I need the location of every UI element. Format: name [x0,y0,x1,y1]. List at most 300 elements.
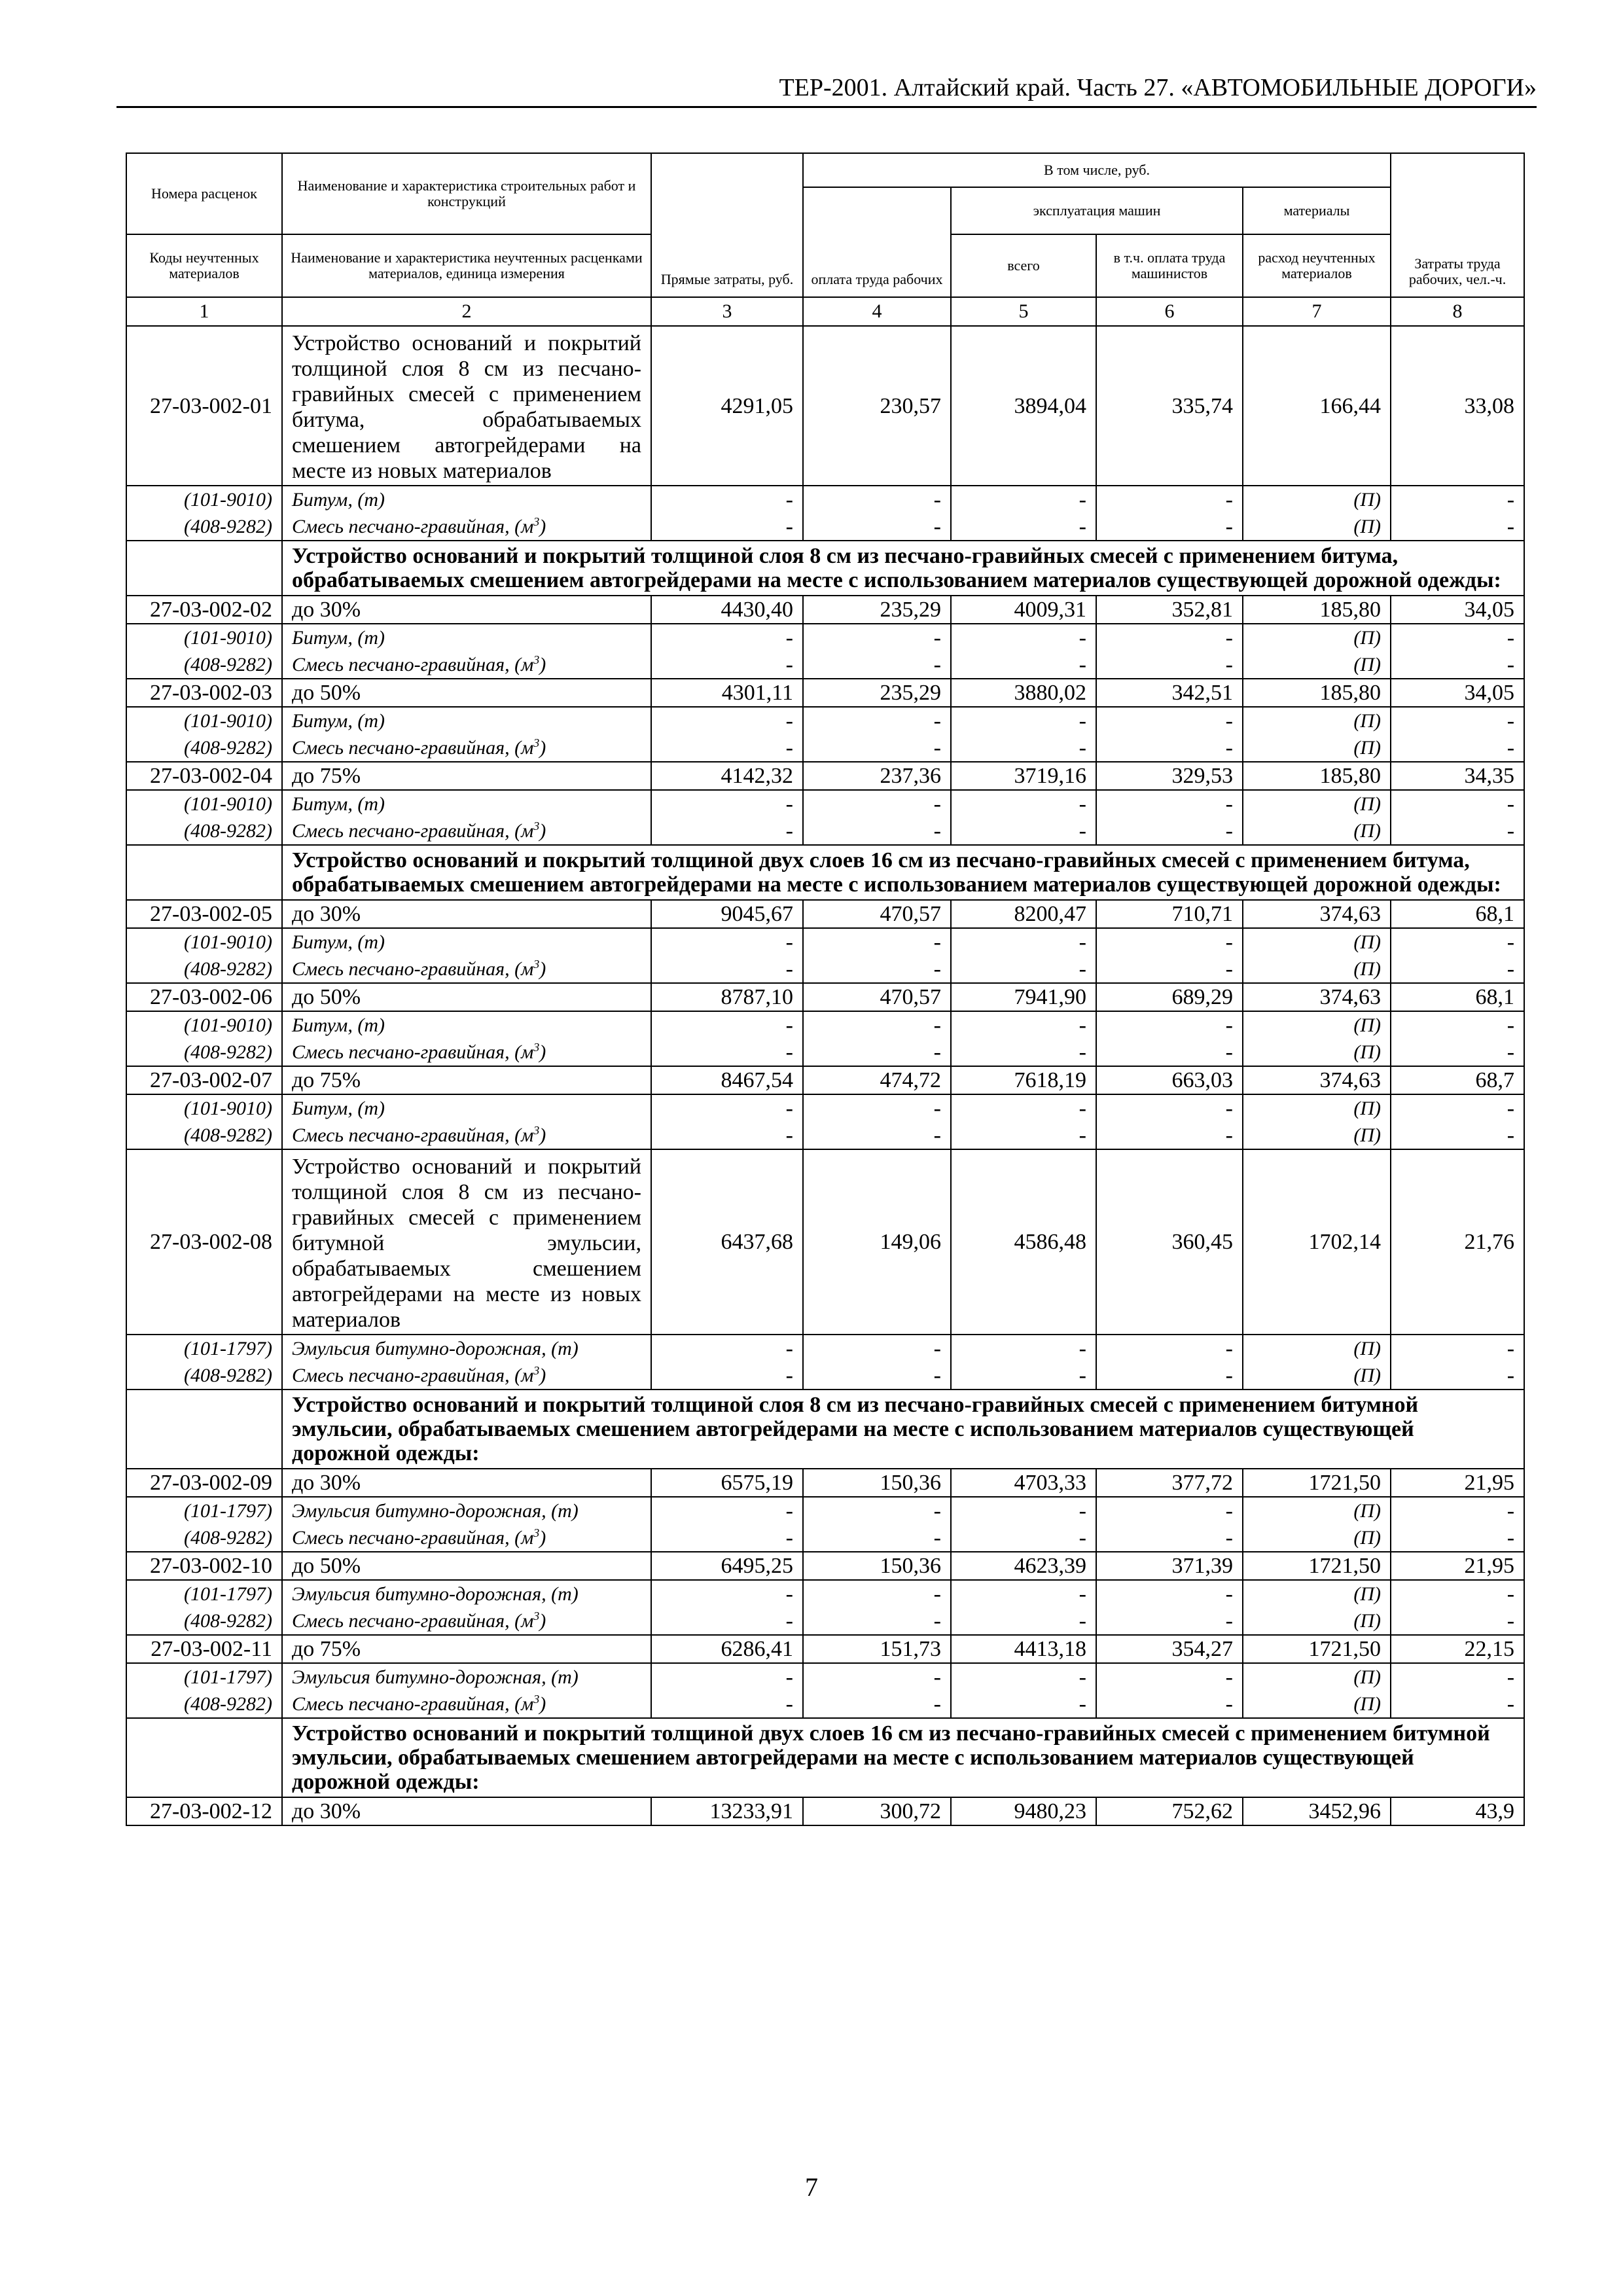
superscript: 3 [533,653,540,666]
labor-value: 34,05 [1391,596,1524,624]
material-name-end: ) [539,1365,546,1386]
superscript: 3 [533,1609,540,1623]
rate-code: 27-03-002-03 [126,679,282,707]
material-mark: (П) [1243,707,1391,734]
col2-top-header: Наименование и характеристика строительных работ и конструкций [282,153,651,234]
worker-pay-value: 474,72 [803,1066,951,1094]
machines-total-value: 3894,04 [951,326,1096,486]
dash-cell: - [1096,817,1243,845]
dash-cell: - [803,1663,951,1691]
dash-cell: - [651,1362,803,1390]
col1-top-header: Номера расценок [126,153,282,234]
dash-cell: - [803,1335,951,1362]
superscript: 3 [533,958,540,971]
material-row [126,1122,1524,1149]
rate-row [126,596,1524,624]
dash-cell: - [951,513,1096,541]
dash-cell: - [951,790,1096,817]
dash-cell: - [951,956,1096,983]
column-index: 3 [651,297,803,326]
column-index: 4 [803,297,951,326]
labor-value: 68,7 [1391,1066,1524,1094]
material-row [126,956,1524,983]
dash-cell: - [1391,1362,1524,1390]
machinists-pay-value: 377,72 [1096,1469,1243,1497]
direct-costs-value: 6495,25 [651,1552,803,1580]
dash-cell: - [1096,1122,1243,1149]
dash-cell: - [803,1580,951,1607]
material-code: (101-1797) [126,1335,282,1362]
rate-code: 27-03-002-12 [126,1797,282,1825]
machines-total-value: 7941,90 [951,983,1096,1011]
dash-cell: - [1096,1691,1243,1718]
material-mark: (П) [1243,651,1391,679]
dash-cell: - [1391,513,1524,541]
dash-cell: - [803,624,951,651]
dash-cell: - [951,1039,1096,1066]
dash-cell: - [1391,624,1524,651]
dash-cell: - [1391,1497,1524,1524]
dash-cell: - [1391,1039,1524,1066]
material-row [126,513,1524,541]
machinists-pay-value: 360,45 [1096,1149,1243,1335]
dash-cell: - [951,1362,1096,1390]
dash-cell: - [951,707,1096,734]
column-index: 1 [126,297,282,326]
material-name: Битум, (т) [282,486,651,513]
direct-costs-value: 8467,54 [651,1066,803,1094]
dash-cell: - [1096,928,1243,956]
dash-cell: - [1391,928,1524,956]
machinists-pay-value: 335,74 [1096,326,1243,486]
dash-cell: - [1096,624,1243,651]
material-row [126,651,1524,679]
dash-cell: - [651,1122,803,1149]
rate-row [126,983,1524,1011]
dash-cell: - [1096,1039,1243,1066]
machines-total-value: 7618,19 [951,1066,1096,1094]
material-name: Эмульсия битумно-дорожная, (т) [282,1663,651,1691]
material-code: (101-9010) [126,707,282,734]
direct-costs-value: 6286,41 [651,1635,803,1663]
dash-cell: - [951,1122,1096,1149]
dash-cell: - [951,651,1096,679]
dash-cell: - [803,1362,951,1390]
dash-cell: - [651,624,803,651]
materials-value: 374,63 [1243,1066,1391,1094]
material-name [282,1607,651,1635]
dash-cell: - [803,707,951,734]
material-name-text: Смесь песчано-гравийная, (м [292,516,534,537]
dash-cell: - [951,817,1096,845]
material-code: (101-9010) [126,1011,282,1039]
material-name-end: ) [539,820,546,842]
rate-code: 27-03-002-08 [126,1149,282,1335]
rate-code: 27-03-002-07 [126,1066,282,1094]
rate-row [126,326,1524,486]
material-code: (101-1797) [126,1580,282,1607]
dash-cell: - [1391,1691,1524,1718]
materials-value: 1721,50 [1243,1469,1391,1497]
rate-description: Устройство оснований и покрытий толщиной слоя 8 см из песчано-гравийных смесей с применением битума, обрабатываемых смешением автогрейдерами на месте из новых материалов [282,326,651,486]
material-name-text: Смесь песчано-гравийная, (м [292,1041,534,1063]
column-index: 5 [951,297,1096,326]
dash-cell: - [651,707,803,734]
material-mark: (П) [1243,624,1391,651]
material-row [126,817,1524,845]
column-index: 6 [1096,297,1243,326]
labor-value: 68,1 [1391,900,1524,928]
material-name [282,1524,651,1552]
material-name: Эмульсия битумно-дорожная, (т) [282,1580,651,1607]
material-mark: (П) [1243,928,1391,956]
material-name [282,513,651,541]
material-name: Эмульсия битумно-дорожная, (т) [282,1335,651,1362]
machines-header: эксплуатация машин [951,187,1243,234]
material-name: Битум, (т) [282,624,651,651]
dash-cell: - [1096,734,1243,762]
dash-cell: - [1096,707,1243,734]
material-code: (408-9282) [126,651,282,679]
material-row [126,624,1524,651]
material-name [282,1691,651,1718]
machinists-pay-header: в т.ч. оплата труда машинистов [1096,234,1243,297]
rate-code: 27-03-002-01 [126,326,282,486]
material-name-text: Смесь песчано-гравийная, (м [292,820,534,842]
material-name-text: Смесь песчано-гравийная, (м [292,1124,534,1146]
dash-cell: - [951,1094,1096,1122]
group-heading-row [126,1390,1524,1469]
rate-description: до 30% [282,900,651,928]
material-mark: (П) [1243,1524,1391,1552]
material-row [126,1094,1524,1122]
worker-pay-value: 470,57 [803,983,951,1011]
rates-table [126,152,1525,1826]
direct-costs-value: 4430,40 [651,596,803,624]
material-row [126,1607,1524,1635]
material-row [126,1691,1524,1718]
rate-code: 27-03-002-04 [126,762,282,790]
dash-cell: - [1391,1094,1524,1122]
machinists-pay-value: 371,39 [1096,1552,1243,1580]
material-name-end: ) [539,516,546,537]
material-name-text: Смесь песчано-гравийная, (м [292,1527,534,1549]
machines-total-value: 4703,33 [951,1469,1096,1497]
rate-description: до 50% [282,679,651,707]
rate-code: 27-03-002-11 [126,1635,282,1663]
direct-costs-value: 4291,05 [651,326,803,486]
dash-cell: - [803,734,951,762]
materials-value: 3452,96 [1243,1797,1391,1825]
rate-code: 27-03-002-06 [126,983,282,1011]
rate-row [126,1149,1524,1335]
superscript: 3 [533,1041,540,1054]
table-header [126,153,1524,326]
material-mark: (П) [1243,1011,1391,1039]
material-name: Битум, (т) [282,790,651,817]
dash-cell: - [951,1335,1096,1362]
material-row [126,1335,1524,1362]
dash-cell: - [1096,513,1243,541]
worker-pay-value: 470,57 [803,900,951,928]
material-code: (408-9282) [126,1524,282,1552]
material-mark: (П) [1243,1663,1391,1691]
material-row [126,790,1524,817]
worker-pay-value: 150,36 [803,1552,951,1580]
material-row [126,1663,1524,1691]
materials-value: 185,80 [1243,679,1391,707]
running-header [116,73,1537,108]
machines-total-value: 4009,31 [951,596,1096,624]
dash-cell: - [651,734,803,762]
dash-cell: - [1096,1094,1243,1122]
dash-cell: - [951,1663,1096,1691]
material-mark: (П) [1243,1039,1391,1066]
material-name-end: ) [539,654,546,675]
materials-value: 1721,50 [1243,1635,1391,1663]
dash-cell: - [651,1607,803,1635]
dash-cell: - [1391,817,1524,845]
dash-cell: - [651,956,803,983]
material-row [126,1011,1524,1039]
material-code: (408-9282) [126,1039,282,1066]
dash-cell: - [651,790,803,817]
dash-cell: - [951,734,1096,762]
dash-cell: - [1096,1011,1243,1039]
labor-value: 22,15 [1391,1635,1524,1663]
machines-total-value: 3719,16 [951,762,1096,790]
materials-value: 374,63 [1243,983,1391,1011]
machinists-pay-value: 752,62 [1096,1797,1243,1825]
dash-cell: - [803,1691,951,1718]
rate-code: 27-03-002-05 [126,900,282,928]
worker-pay-value: 230,57 [803,326,951,486]
dash-cell: - [803,1122,951,1149]
dash-cell: - [1391,1011,1524,1039]
superscript: 3 [533,515,540,528]
direct-costs-value: 13233,91 [651,1797,803,1825]
machines-total-value: 8200,47 [951,900,1096,928]
superscript: 3 [533,1526,540,1539]
machines-total-value: 4623,39 [951,1552,1096,1580]
materials-value: 185,80 [1243,596,1391,624]
dash-cell: - [803,1524,951,1552]
rate-row [126,900,1524,928]
dash-cell: - [1096,1524,1243,1552]
column-index: 2 [282,297,651,326]
rate-description: до 30% [282,1797,651,1825]
labor-value: 21,76 [1391,1149,1524,1335]
material-name-text: Смесь песчано-гравийная, (м [292,737,534,759]
dash-cell: - [803,651,951,679]
dash-cell: - [651,486,803,513]
material-mark: (П) [1243,1497,1391,1524]
material-name-end: ) [539,1041,546,1063]
rate-row [126,762,1524,790]
machinists-pay-value: 342,51 [1096,679,1243,707]
worker-pay-value: 150,36 [803,1469,951,1497]
material-mark: (П) [1243,790,1391,817]
material-mark: (П) [1243,1691,1391,1718]
superscript: 3 [533,1124,540,1137]
dash-cell: - [1391,790,1524,817]
dash-cell: - [651,928,803,956]
dash-cell: - [1096,486,1243,513]
superscript: 3 [533,819,540,833]
dash-cell: - [651,1580,803,1607]
rate-description: до 30% [282,1469,651,1497]
material-row [126,486,1524,513]
material-row [126,1362,1524,1390]
material-row [126,1497,1524,1524]
machines-total-value: 4413,18 [951,1635,1096,1663]
direct-costs-value: 9045,67 [651,900,803,928]
material-name [282,817,651,845]
dash-cell: - [1391,486,1524,513]
material-name-text: Смесь песчано-гравийная, (м [292,1365,534,1386]
material-name: Битум, (т) [282,1094,651,1122]
dash-cell: - [1391,651,1524,679]
rate-description: до 50% [282,983,651,1011]
rate-row [126,1066,1524,1094]
dash-cell: - [1096,956,1243,983]
labor-costs-header: Затраты труда рабочих, чел.-ч. [1391,153,1524,297]
rate-row [126,1469,1524,1497]
including-header: В том числе, руб. [803,153,1391,187]
dash-cell: - [651,1691,803,1718]
dash-cell: - [803,1094,951,1122]
rate-description: Устройство оснований и покрытий толщиной слоя 8 см из песчано-гравийных смесей с применением битумной эмульсии, обрабатываемых смешением автогрейдерами на месте из новых материалов [282,1149,651,1335]
materials-header: материалы [1243,187,1391,234]
labor-value: 21,95 [1391,1552,1524,1580]
material-code: (408-9282) [126,513,282,541]
material-name-end: ) [539,1610,546,1632]
dash-cell: - [951,1691,1096,1718]
material-row [126,734,1524,762]
dash-cell: - [1096,1335,1243,1362]
direct-costs-value: 4301,11 [651,679,803,707]
material-name-text: Смесь песчано-гравийная, (м [292,1693,534,1715]
material-name-text: Смесь песчано-гравийная, (м [292,1610,534,1632]
group-heading: Устройство оснований и покрытий толщиной слоя 8 см из песчано-гравийных смесей с применением битума, обрабатываемых смешением автогрейдерами на месте с использованием материалов существующей дорожной одежды: [282,541,1524,596]
dash-cell: - [651,1663,803,1691]
dash-cell: - [951,1607,1096,1635]
material-mark: (П) [1243,1607,1391,1635]
blank-cell [126,845,282,900]
material-name [282,651,651,679]
material-code: (101-1797) [126,1497,282,1524]
material-row [126,1524,1524,1552]
dash-cell: - [803,956,951,983]
material-mark: (П) [1243,1335,1391,1362]
dash-cell: - [951,1524,1096,1552]
dash-cell: - [1391,956,1524,983]
material-mark: (П) [1243,513,1391,541]
rate-row [126,679,1524,707]
machinists-pay-value: 710,71 [1096,900,1243,928]
material-name-end: ) [539,958,546,980]
dash-cell: - [1096,790,1243,817]
material-name-end: ) [539,737,546,759]
dash-cell: - [1096,651,1243,679]
group-heading: Устройство оснований и покрытий толщиной слоя 8 см из песчано-гравийных смесей с применением битумной эмульсии, обрабатываемых смешением автогрейдерами на месте с использованием материалов существующей дорожной одежды: [282,1390,1524,1469]
dash-cell: - [951,624,1096,651]
column-index: 7 [1243,297,1391,326]
blank-cell [126,1390,282,1469]
col1-bottom-header: Коды неучтенных материалов [126,234,282,297]
material-code: (408-9282) [126,1122,282,1149]
material-row [126,707,1524,734]
material-row [126,1039,1524,1066]
dash-cell: - [1391,1663,1524,1691]
rate-description: до 30% [282,596,651,624]
blank-cell [126,541,282,596]
material-name: Битум, (т) [282,707,651,734]
rate-description: до 50% [282,1552,651,1580]
dash-cell: - [1391,1335,1524,1362]
machinists-pay-value: 663,03 [1096,1066,1243,1094]
worker-pay-value: 235,29 [803,679,951,707]
material-mark: (П) [1243,956,1391,983]
labor-value: 34,35 [1391,762,1524,790]
dash-cell: - [1391,1580,1524,1607]
material-mark: (П) [1243,1094,1391,1122]
superscript: 3 [533,736,540,749]
material-name-text: Смесь песчано-гравийная, (м [292,958,534,980]
worker-pay-value: 300,72 [803,1797,951,1825]
material-name: Эмульсия битумно-дорожная, (т) [282,1497,651,1524]
dash-cell: - [651,1524,803,1552]
material-code: (101-9010) [126,486,282,513]
materials-value: 166,44 [1243,326,1391,486]
materials-value: 1721,50 [1243,1552,1391,1580]
material-mark: (П) [1243,1122,1391,1149]
material-name [282,734,651,762]
rate-row [126,1552,1524,1580]
dash-cell: - [1096,1663,1243,1691]
dash-cell: - [651,1335,803,1362]
materials-value: 185,80 [1243,762,1391,790]
direct-costs-value: 8787,10 [651,983,803,1011]
dash-cell: - [951,1011,1096,1039]
labor-value: 34,05 [1391,679,1524,707]
dash-cell: - [803,1607,951,1635]
column-index-row [126,297,1524,326]
group-heading-row [126,845,1524,900]
material-code: (408-9282) [126,956,282,983]
dash-cell: - [651,1497,803,1524]
labor-value: 43,9 [1391,1797,1524,1825]
material-code: (408-9282) [126,1691,282,1718]
material-name [282,1362,651,1390]
worker-pay-header: оплата труда рабочих [803,187,951,297]
table-body [126,326,1524,1825]
dash-cell: - [1096,1362,1243,1390]
dash-cell: - [803,513,951,541]
dash-cell: - [1391,734,1524,762]
dash-cell: - [951,928,1096,956]
material-name: Битум, (т) [282,928,651,956]
material-name-text: Смесь песчано-гравийная, (м [292,654,534,675]
worker-pay-value: 237,36 [803,762,951,790]
group-heading-row [126,1718,1524,1797]
material-code: (101-1797) [126,1663,282,1691]
dash-cell: - [1096,1607,1243,1635]
dash-cell: - [651,817,803,845]
material-mark: (П) [1243,486,1391,513]
material-code: (408-9282) [126,817,282,845]
direct-costs-value: 6575,19 [651,1469,803,1497]
